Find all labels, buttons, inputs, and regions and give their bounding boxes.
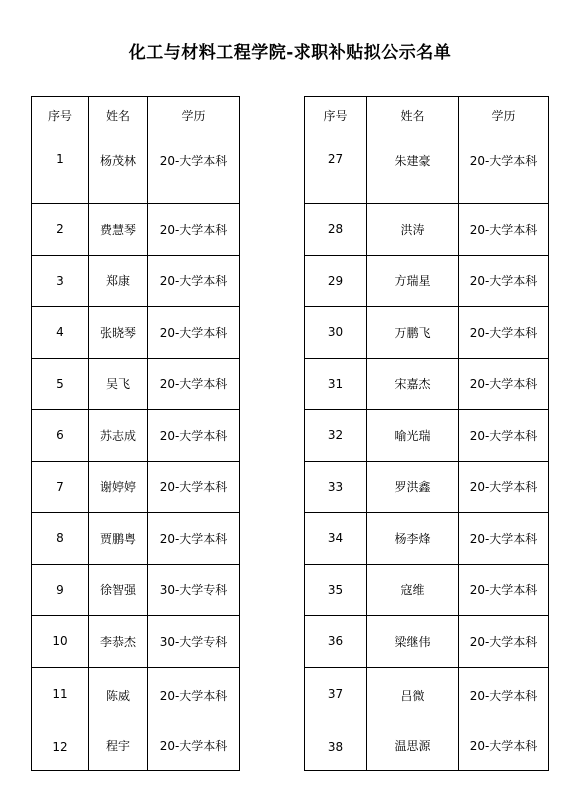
- table-row: [32, 564, 240, 616]
- roster-body-left: [32, 134, 240, 771]
- cell-edu: 20-大学本科: [148, 204, 240, 256]
- cell-num: 37: [305, 667, 367, 704]
- table-row: [305, 204, 549, 256]
- table-row: [32, 358, 240, 410]
- cell-num: 30: [305, 307, 367, 359]
- cell-edu: 20-大学本科: [148, 307, 240, 359]
- table-row: [32, 255, 240, 307]
- roster-table-left: [31, 96, 240, 771]
- table-row: [305, 513, 549, 565]
- table-row: [305, 255, 549, 307]
- cell-name: 寇维: [367, 564, 459, 616]
- cell-edu: 20-大学本科: [148, 358, 240, 410]
- cell-num: 12: [32, 704, 89, 771]
- cell-name: 李恭杰: [89, 616, 148, 668]
- cell-num: 38: [305, 704, 367, 771]
- cell-edu: 20-大学本科: [148, 704, 240, 771]
- table-row: [32, 134, 240, 204]
- cell-num: 31: [305, 358, 367, 410]
- table-row: [305, 704, 549, 771]
- cell-num: 34: [305, 513, 367, 565]
- table-row: [305, 667, 549, 704]
- cell-num: 1: [32, 134, 89, 204]
- cell-edu: 30-大学专科: [148, 564, 240, 616]
- cell-name: 张晓琴: [89, 307, 148, 359]
- cell-edu: 20-大学本科: [148, 667, 240, 704]
- header-num: 序号: [32, 97, 89, 135]
- table-row: [305, 307, 549, 359]
- cell-name: 宋嘉杰: [367, 358, 459, 410]
- cell-edu: 20-大学本科: [459, 204, 549, 256]
- cell-num: 33: [305, 461, 367, 513]
- cell-name: 费慧琴: [89, 204, 148, 256]
- cell-edu: 20-大学本科: [148, 461, 240, 513]
- cell-edu: 20-大学本科: [459, 667, 549, 704]
- cell-name: 吕微: [367, 667, 459, 704]
- cell-edu: 20-大学本科: [459, 255, 549, 307]
- header-edu: 学历: [459, 97, 549, 135]
- cell-name: 万鹏飞: [367, 307, 459, 359]
- cell-edu: 20-大学本科: [459, 410, 549, 462]
- table-row: [305, 564, 549, 616]
- cell-name: 罗洪鑫: [367, 461, 459, 513]
- cell-edu: 20-大学本科: [148, 513, 240, 565]
- cell-name: 苏志成: [89, 410, 148, 462]
- table-row: [32, 307, 240, 359]
- table-row: [305, 616, 549, 668]
- cell-name: 郑康: [89, 255, 148, 307]
- cell-edu: 20-大学本科: [148, 134, 240, 204]
- cell-num: 2: [32, 204, 89, 256]
- cell-edu: 20-大学本科: [459, 307, 549, 359]
- cell-name: 方瑞星: [367, 255, 459, 307]
- cell-edu: 20-大学本科: [459, 134, 549, 204]
- cell-name: 朱建豪: [367, 134, 459, 204]
- cell-name: 贾鹏粤: [89, 513, 148, 565]
- roster-table-right: [304, 96, 549, 771]
- cell-num: 28: [305, 204, 367, 256]
- cell-num: 3: [32, 255, 89, 307]
- cell-num: 36: [305, 616, 367, 668]
- cell-name: 温思源: [367, 704, 459, 771]
- cell-name: 程宇: [89, 704, 148, 771]
- table-row: [305, 134, 549, 204]
- table-row: [32, 616, 240, 668]
- table-row: [32, 410, 240, 462]
- cell-num: 4: [32, 307, 89, 359]
- cell-num: 11: [32, 667, 89, 704]
- header-num: 序号: [305, 97, 367, 135]
- page-title: 化工与材料工程学院-求职补贴拟公示名单: [128, 43, 452, 63]
- cell-name: 吴飞: [89, 358, 148, 410]
- cell-edu: 20-大学本科: [459, 461, 549, 513]
- header-edu: 学历: [148, 97, 240, 135]
- cell-num: 32: [305, 410, 367, 462]
- table-row: [32, 704, 240, 771]
- cell-name: 梁继伟: [367, 616, 459, 668]
- cell-edu: 30-大学专科: [148, 616, 240, 668]
- cell-name: 谢婷婷: [89, 461, 148, 513]
- cell-name: 喻光瑞: [367, 410, 459, 462]
- cell-edu: 20-大学本科: [459, 564, 549, 616]
- header-name: 姓名: [89, 97, 148, 135]
- cell-name: 徐智强: [89, 564, 148, 616]
- cell-num: 7: [32, 461, 89, 513]
- table-header-row: [305, 97, 549, 135]
- roster-body-right: [305, 134, 549, 771]
- cell-edu: 20-大学本科: [459, 704, 549, 771]
- cell-name: 陈威: [89, 667, 148, 704]
- table-header-row: [32, 97, 240, 135]
- cell-num: 10: [32, 616, 89, 668]
- cell-num: 9: [32, 564, 89, 616]
- cell-name: 杨李烽: [367, 513, 459, 565]
- header-name: 姓名: [367, 97, 459, 135]
- table-row: [32, 667, 240, 704]
- cell-edu: 20-大学本科: [459, 616, 549, 668]
- table-row: [32, 513, 240, 565]
- cell-num: 27: [305, 134, 367, 204]
- cell-edu: 20-大学本科: [148, 255, 240, 307]
- cell-edu: 20-大学本科: [148, 410, 240, 462]
- table-row: [305, 461, 549, 513]
- cell-name: 杨茂林: [89, 134, 148, 204]
- table-row: [32, 461, 240, 513]
- table-row: [305, 410, 549, 462]
- cell-edu: 20-大学本科: [459, 358, 549, 410]
- cell-num: 29: [305, 255, 367, 307]
- cell-num: 6: [32, 410, 89, 462]
- cell-name: 洪涛: [367, 204, 459, 256]
- cell-num: 35: [305, 564, 367, 616]
- cell-edu: 20-大学本科: [459, 513, 549, 565]
- table-row: [305, 358, 549, 410]
- cell-num: 8: [32, 513, 89, 565]
- cell-num: 5: [32, 358, 89, 410]
- table-row: [32, 204, 240, 256]
